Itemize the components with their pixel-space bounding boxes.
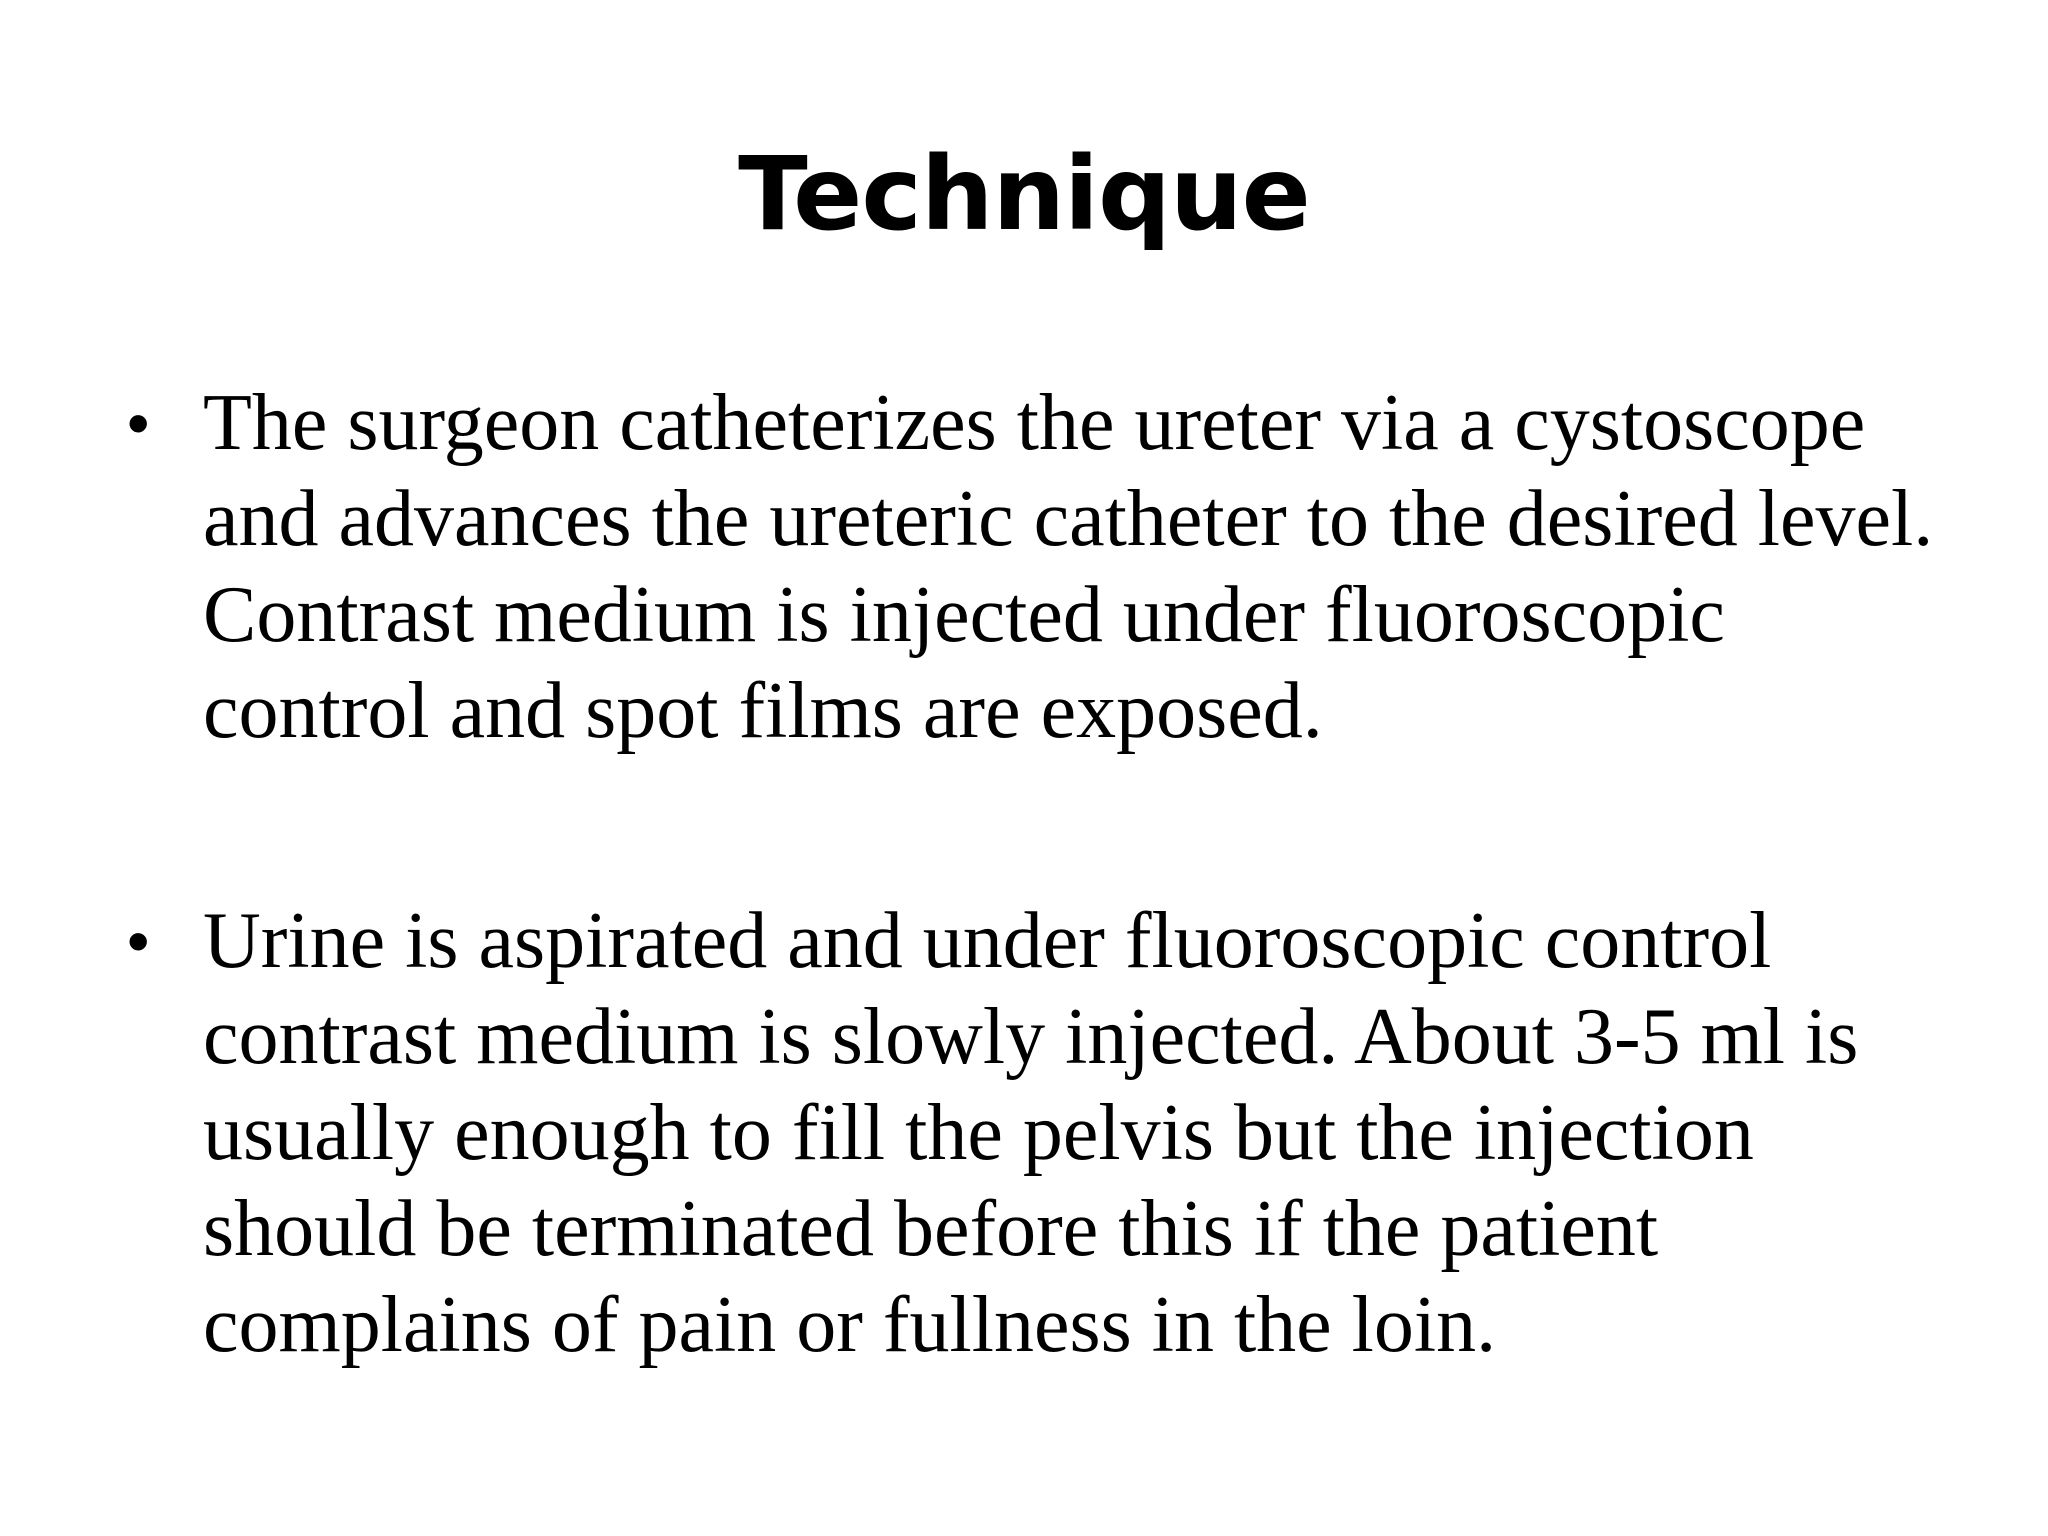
bullet-line: The surgeon catheterizes the ureter via a cystoscope [203, 379, 1866, 467]
bullet-line: control and spot films are exposed. [203, 667, 1323, 755]
bullet-line: contrast medium is slowly injected. About 3-5 ml is [203, 993, 1859, 1081]
bullet-line: usually enough to fill the pelvis but the injection [203, 1089, 1754, 1177]
bullet-dot-icon: • [127, 387, 150, 459]
bullet-line: Urine is aspirated and under fluoroscopic control [203, 897, 1772, 985]
bullet-dot-icon: • [127, 905, 150, 977]
bullet-line: complains of pain or fullness in the loin. [203, 1281, 1497, 1369]
bullet-text [203, 893, 1993, 1373]
slide-title: Technique [738, 135, 1310, 254]
bullet-text [203, 375, 1993, 759]
bullet-line: Contrast medium is injected under fluoroscopic [203, 571, 1725, 659]
bullet-line: and advances the ureteric catheter to the desired level. [203, 475, 1934, 563]
bullet-line: should be terminated before this if the patient [203, 1185, 1659, 1273]
